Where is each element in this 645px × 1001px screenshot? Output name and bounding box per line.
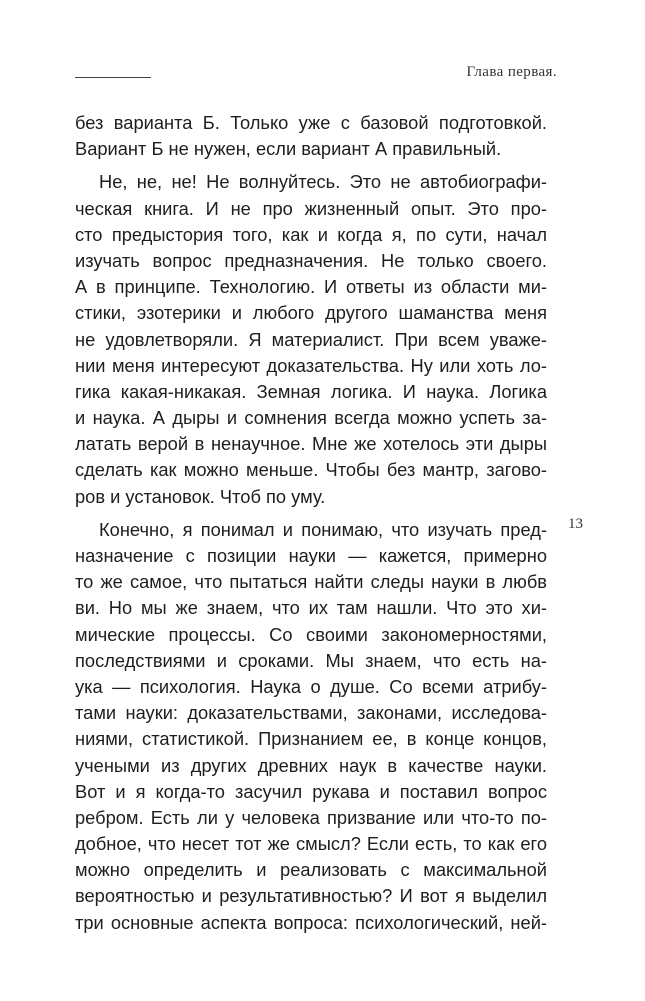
text-line: сделать как можно меньше. Чтобы без мантр, загово-	[75, 459, 547, 481]
text-line: ви. Но мы же знаем, что их там нашли. Что это хи-	[75, 597, 547, 619]
text-line: ческая книга. И не про жизненный опыт. Это про-	[75, 197, 547, 219]
text-line: вероятностью и результативностью? И вот я выделил	[75, 885, 547, 907]
text-line: то же самое, что пытаться найти следы науки в любв	[75, 571, 547, 593]
text-line: добное, что несет тот же смысл? Если есть, то как его	[75, 833, 547, 855]
text-line: А в принципе. Технологию. И ответы из области ми-	[75, 276, 547, 298]
text-line: назначение с позиции науки — кажется, примерно	[75, 545, 547, 566]
text-line: последствиями и сроками. Мы знаем, что есть на-	[75, 649, 547, 671]
text-line: учеными из других древних наук в качестве науки.	[75, 754, 547, 776]
text-line: Вот и я когда-то засучил рукава и поставил вопрос	[75, 780, 547, 802]
text-line: без варианта Б. Только уже с базовой подготовкой.	[75, 112, 547, 133]
text-line: мические процессы. Со своими закономерностями,	[75, 623, 547, 645]
running-head: Глава первая.	[466, 64, 557, 80]
text-line: латать верой в ненаучное. Мне же хотелось эти дыры	[75, 433, 547, 455]
text-line: Вариант Б не нужен, если вариант А правильный.	[75, 138, 502, 160]
text-line: не удовлетворяли. Я материалист. При всем уваже-	[75, 328, 547, 350]
text-line: три основные аспекта вопроса: психологический, ней-	[75, 911, 547, 933]
page-number: 13	[568, 516, 583, 532]
text-line: гика какая-никакая. Земная логика. И наука. Логика	[75, 380, 547, 402]
text-line: ров и установок. Чтоб по уму.	[75, 485, 326, 507]
text-line: ука — психология. Наука о душе. Со всеми атрибу-	[75, 675, 547, 697]
body-text	[75, 110, 547, 936]
text-line: тами науки: доказательствами, законами, исследова-	[75, 702, 547, 724]
header-rule	[75, 77, 151, 78]
text-line: Конечно, я понимал и понимаю, что изучать пред-	[99, 518, 547, 540]
text-line: изучать вопрос предназначения. Не только своего.	[75, 249, 547, 271]
text-line: нии меня интересуют доказательства. Ну или хоть ло-	[75, 354, 547, 376]
text-line: Не, не, не! Не волнуйтесь. Это не автобиографи-	[99, 171, 547, 193]
text-line: стики, эзотерики и любого другого шаманства меня	[75, 302, 547, 324]
text-line: сто предыстория того, как и когда я, по сути, начал	[75, 223, 547, 245]
text-line: можно определить и реализовать с максимальной	[75, 859, 547, 881]
text-line: и наука. А дыры и сомнения всегда можно успеть за-	[75, 407, 547, 429]
text-line: ребром. Есть ли у человека призвание или что-то по-	[75, 806, 547, 828]
text-line: ниями, статистикой. Признанием ее, в конце концов,	[75, 728, 547, 750]
